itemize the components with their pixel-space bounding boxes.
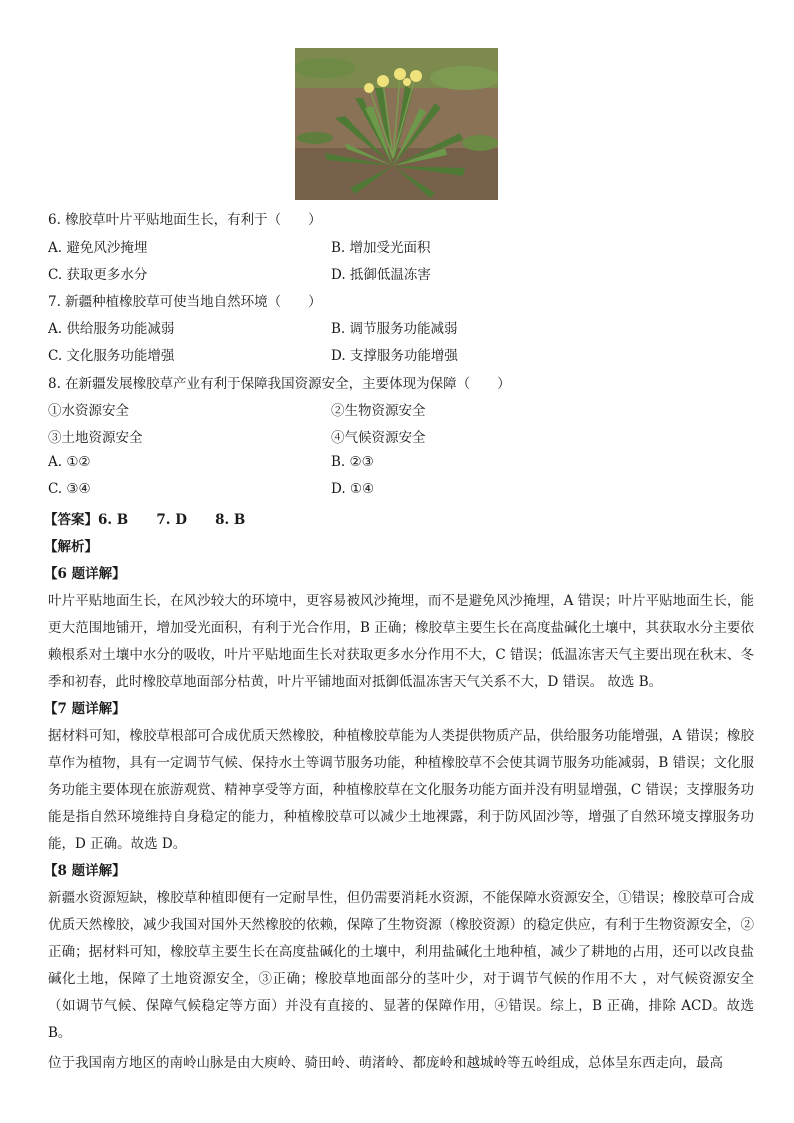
question-8-item-1: ①水资源安全 xyxy=(48,403,129,419)
question-8-option-a: A. ①② xyxy=(48,454,91,470)
question-8-item-2: ②生物资源安全 xyxy=(331,403,426,419)
question-7-stem: 7. 新疆种植橡胶草可使当地自然环境（ ） xyxy=(48,294,322,310)
question-7-option-c: C. 文化服务功能增强 xyxy=(48,348,175,364)
question-8-stem: 8. 在新疆发展橡胶草产业有利于保障我国资源安全，主要体现为保障（ ） xyxy=(48,376,511,392)
detail-8-header: 【8 题详解】 xyxy=(44,863,126,879)
analysis-header: 【解析】 xyxy=(44,539,98,555)
question-8-item-4: ④气候资源安全 xyxy=(331,430,426,446)
question-6-option-b: B. 增加受光面积 xyxy=(331,240,431,256)
question-6-stem: 6. 橡胶草叶片平贴地面生长，有利于（ ） xyxy=(48,212,322,228)
rubber-grass-photo xyxy=(295,48,498,200)
detail-8-body: 新疆水资源短缺，橡胶草种植即便有一定耐旱性，但仍需要消耗水资源，不能保障水资源安全，①错误；橡胶草可合成优质天然橡胶，减少我国对国外天然橡胶的依赖，保障了生物资源（橡胶资源）的稳定供应，有利于生物资源安全，②正确；据材料可知，橡胶草主要生长在高度盐碱化的土壤中，利用盐碱化土地种植，减少了耕地的占用，还可以改良盐碱化土地，保障了土地资源安全，③正确；橡胶草地面部分的茎叶少，对于调节气候的作用不大 ，对气候资源安全（如调节气候、保障气候稳定等方面）并没有直接的、显著的保障作用，④错误。综上，B 正确，排除 ACD。故选 B。 xyxy=(48,890,754,1041)
next-material-line: 位于我国南方地区的南岭山脉是由大庾岭、骑田岭、萌渚岭、都庞岭和越城岭等五岭组成，总体呈东西走向，最高 xyxy=(48,1055,723,1071)
question-8-option-c: C. ③④ xyxy=(48,481,91,497)
question-8-option-d: D. ①④ xyxy=(331,481,375,497)
question-6-option-a: A. 避免风沙掩埋 xyxy=(48,240,148,256)
detail-7-header: 【7 题详解】 xyxy=(44,701,126,717)
answer-line: 【答案】6. B 7. D 8. B xyxy=(44,512,246,528)
detail-6-header: 【6 题详解】 xyxy=(44,566,126,582)
question-7-option-a: A. 供给服务功能减弱 xyxy=(48,321,175,337)
question-7-option-d: D. 支撑服务功能增强 xyxy=(331,348,458,364)
question-6-option-c: C. 获取更多水分 xyxy=(48,267,148,283)
question-7-option-b: B. 调节服务功能减弱 xyxy=(331,321,458,337)
question-8-item-3: ③土地资源安全 xyxy=(48,430,143,446)
question-8-option-b: B. ②③ xyxy=(331,454,374,470)
detail-7-body: 据材料可知，橡胶草根部可合成优质天然橡胶，种植橡胶草能为人类提供物质产品，供给服务功能增强，A 错误；橡胶草作为植物，具有一定调节气候、保持水土等调节服务功能，种植橡胶草不会使其调节服务功能减弱，B 错误；文化服务功能主要体现在旅游观赏、精神享受等方面，种植橡胶草在文化服务功能方面并没有明显增强，C 错误；支撑服务功能是指自然环境维持自身稳定的能力，种植橡胶草可以减少土地裸露，利于防风固沙等，增强了自然环境支撑服务功能，D 正确。故选 D。 xyxy=(48,728,754,852)
question-6-option-d: D. 抵御低温冻害 xyxy=(331,267,431,283)
detail-6-body: 叶片平贴地面生长，在风沙较大的环境中，更容易被风沙掩埋，而不是避免风沙掩埋，A 错误；叶片平贴地面生长，能更大范围地铺开，增加受光面积，有利于光合作用，B 正确；橡胶草主要生长在高度盐碱化土壤中，其获取水分主要依赖根系对土壤中水分的吸收，叶片平贴地面生长对获取更多水分作用不大，C 错误；低温冻害天气主要出现在秋末、冬季和初春，此时橡胶草地面部分枯黄，叶片平铺地面对抵御低温冻害天气关系不大，D 错误。 故选 B。 xyxy=(48,593,754,690)
